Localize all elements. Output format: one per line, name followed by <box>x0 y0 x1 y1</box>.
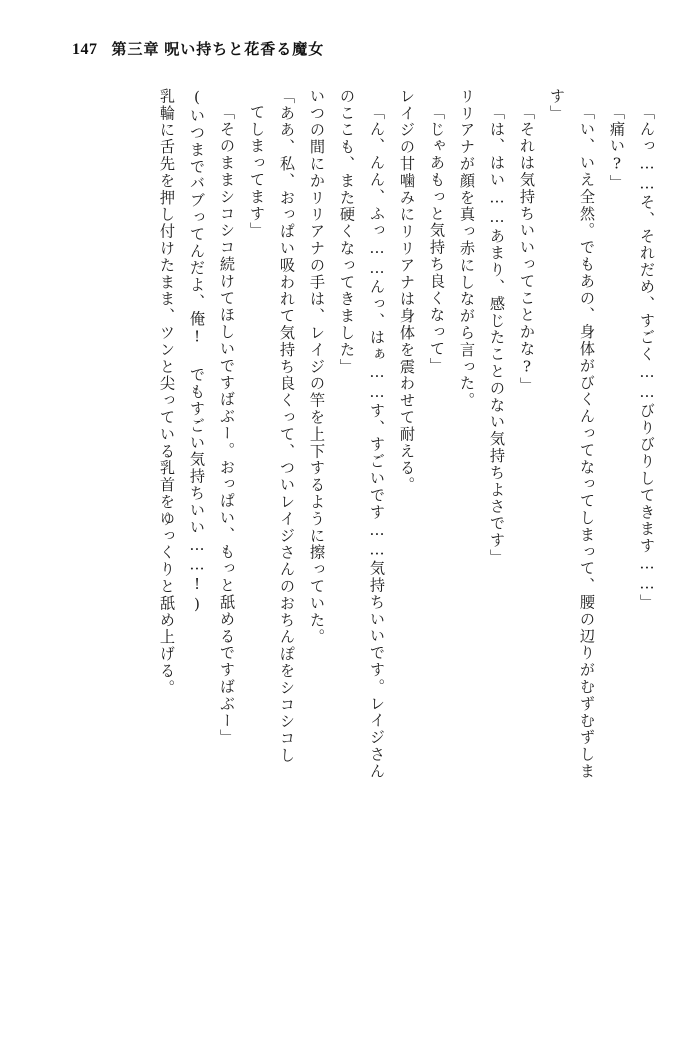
chapter-title: 第三章 呪い持ちと花香る魔女 <box>111 42 325 58</box>
text-column: のここも、また硬くなってきました」 <box>338 88 356 376</box>
text-column: 「ん、んん、ふっ……んっ、はぁ……す、すごいです……気持ちいいです。レイジさん <box>368 104 386 780</box>
running-head <box>72 38 324 59</box>
text-column: 「それは気持ちいいってことかな?」 <box>518 104 536 395</box>
text-column: 「い、いえ全然。でもあの、身体がびくんってなってしまって、腰の辺りがむずむずしま <box>578 104 596 780</box>
text-column: 「じゃあもっと気持ち良くなって」 <box>428 104 446 375</box>
text-column: いつの間にかリリアナの手は、レイジの竿を上下するように擦っていた。 <box>308 88 326 646</box>
text-column: す」 <box>548 88 566 122</box>
text-column: リリアナが顔を真っ赤にしながら言った。 <box>458 88 476 410</box>
text-column: 乳輪に舌先を押し付けたまま、ツンと尖っている乳首をゆっくりと舐め上げる。 <box>158 88 176 697</box>
vertical-text-body <box>52 88 654 1018</box>
text-column: レイジの甘噛みにリリアナは身体を震わせて耐える。 <box>398 88 416 494</box>
page-number: 147 <box>72 41 98 58</box>
text-column: てしまってます」 <box>248 104 266 240</box>
text-column: (いつまでバブってんだよ、俺! でもすごい気持ちいい……!) <box>188 88 206 615</box>
text-column: 「は、はい……あまり、感じたことのない気持ちよさです」 <box>488 104 506 566</box>
text-column: 「んっ……そ、それだめ、すごく……びりびりしてきます……」 <box>638 104 656 611</box>
text-column: 「そのままシコシコ続けてほしいですばぶー。おっぱい、もっと舐めるですばぶー」 <box>218 104 236 747</box>
text-column: 「痛い?」 <box>608 104 626 192</box>
text-column: 「ああ、私、おっぱい吸われて気持ち良くって、ついレイジさんのおちんぽをシコシコし <box>278 88 296 764</box>
